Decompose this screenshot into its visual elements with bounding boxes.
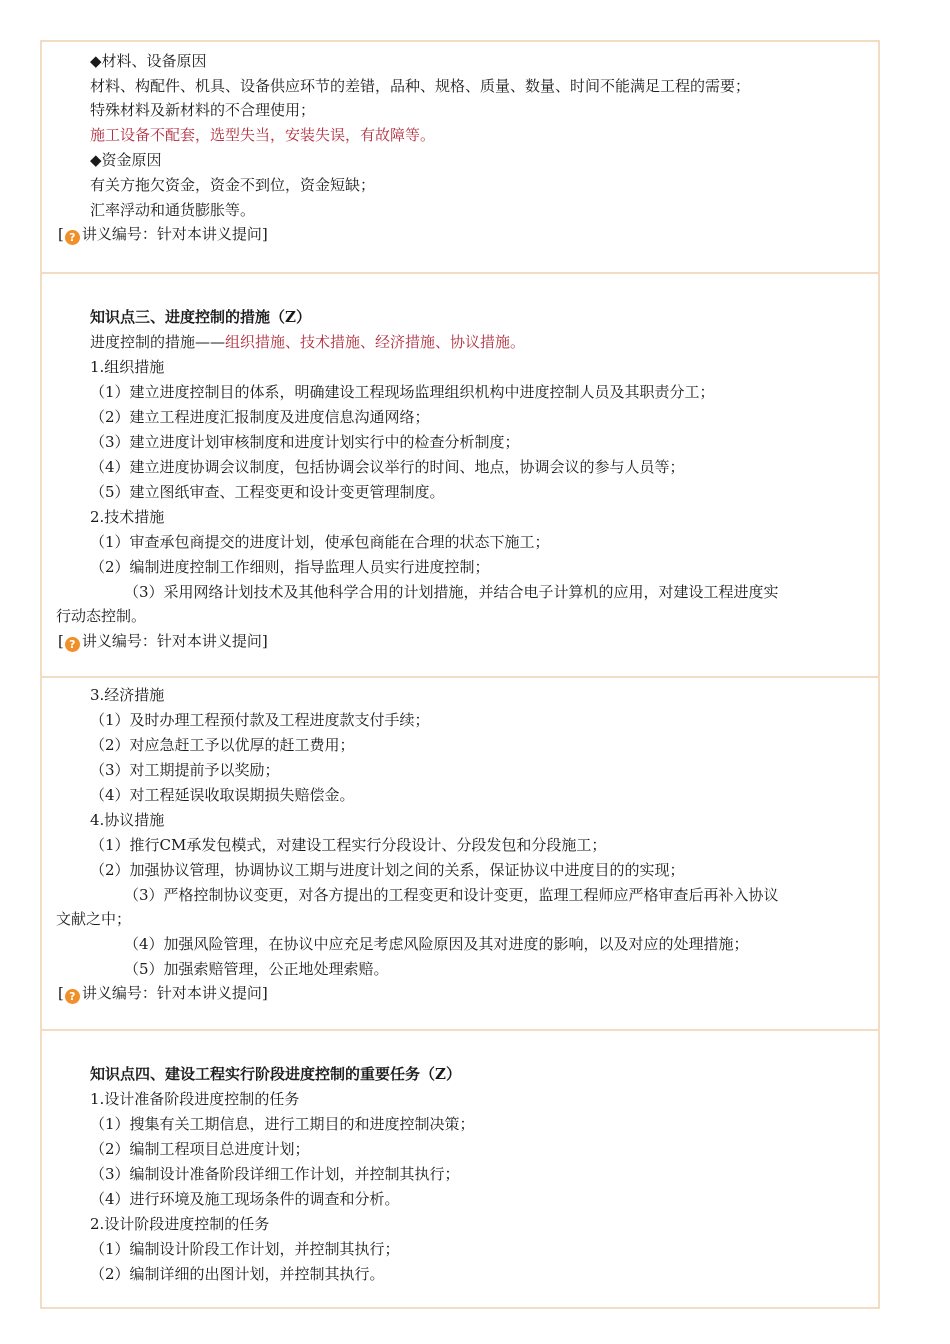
- text-line-content: 1.组织措施: [90, 358, 165, 376]
- text-line-content: （3）建立进度计划审核制度和进度计划实行中的检查分析制度；: [90, 433, 520, 451]
- question-link-label[interactable]: 讲义编号：针对本讲义提问]: [81, 225, 268, 243]
- text-line-content: 知识点四、建设工程实行阶段进度控制的重要任务（Z）: [90, 1065, 461, 1083]
- text-line: [90, 175, 375, 195]
- text-line-content: ◆材料、设备原因: [90, 52, 207, 70]
- text-line-content: 进度控制的措施——: [90, 333, 226, 351]
- text-line: [124, 885, 779, 905]
- text-line: [90, 1114, 475, 1134]
- text-line: [90, 1164, 460, 1184]
- text-line-content: （2）编制进度控制工作细则，指导监理人员实行进度控制；: [90, 558, 490, 576]
- question-link-label[interactable]: 讲义编号：针对本讲义提问]: [81, 984, 268, 1002]
- text-line-content: 有关方拖欠资金，资金不到位，资金短缺；: [90, 176, 376, 194]
- text-line: [90, 785, 355, 805]
- text-line: [90, 1139, 310, 1159]
- text-line: [90, 76, 750, 96]
- question-link-label[interactable]: 讲义编号：针对本讲义提问]: [81, 632, 268, 650]
- text-line-content: 施工设备不配套，选型失当，安装失误，有故障等。: [90, 126, 436, 144]
- text-line: [90, 710, 430, 730]
- text-line-content: （1）及时办理工程预付款及工程进度款支付手续；: [90, 711, 430, 729]
- text-line-content: 1.设计准备阶段进度控制的任务: [90, 1090, 300, 1108]
- bracket-open: [: [58, 225, 64, 243]
- text-line: [90, 760, 280, 780]
- text-line-content: （4）进行环境及施工现场条件的调查和分析。: [90, 1190, 400, 1208]
- section-heading: [90, 1064, 461, 1084]
- text-line: [90, 1189, 400, 1209]
- document-frame: [40, 40, 880, 1309]
- text-line-content: （2）编制工程项目总进度计划；: [90, 1140, 310, 1158]
- text-line-content: 特殊材料及新材料的不合理使用；: [90, 101, 316, 119]
- text-line-content: 知识点三、进度控制的措施（Z）: [90, 308, 311, 326]
- text-line: [90, 457, 685, 477]
- text-line: [90, 1089, 299, 1109]
- text-line-content: 文献之中；: [56, 910, 132, 928]
- text-line: [90, 735, 355, 755]
- text-line: [90, 1264, 385, 1284]
- text-line-content: （3）对工期提前予以奖励；: [90, 761, 280, 779]
- question-link[interactable]: [58, 224, 268, 245]
- text-line-content: （2）加强协议管理，协调协议工期与进度计划之间的关系，保证协议中进度目的的实现；: [90, 861, 685, 879]
- text-line-content: 2.技术措施: [90, 508, 165, 526]
- text-line: [90, 557, 490, 577]
- text-line: [90, 685, 164, 705]
- text-line-content: 3.经济措施: [90, 686, 165, 704]
- text-line-content: （3）编制设计准备阶段详细工作计划，并控制其执行；: [90, 1165, 460, 1183]
- text-line: [90, 860, 685, 880]
- text-line: [124, 582, 779, 602]
- text-line: [90, 125, 435, 145]
- section-heading: [90, 307, 311, 327]
- text-line: [90, 357, 164, 377]
- text-line-content: （4）加强风险管理，在协议中应充足考虑风险原因及其对进度的影响，以及对应的处理措施；: [124, 935, 749, 953]
- text-line-content: （2）编制详细的出图计划，并控制其执行。: [90, 1265, 385, 1283]
- text-line-content: （5）建立图纸审查、工程变更和设计变更管理制度。: [90, 483, 445, 501]
- text-line-content: 行动态控制。: [56, 607, 147, 625]
- text-line: [90, 1214, 269, 1234]
- text-line-content: （4）对工程延误收取误期损失赔偿金。: [90, 786, 355, 804]
- highlighted-text: 组织措施、技术措施、经济措施、协议措施。: [225, 333, 526, 351]
- bracket-open: [: [58, 984, 64, 1002]
- bracket-open: [: [58, 632, 64, 650]
- text-line: [90, 407, 430, 427]
- text-line: [90, 1239, 400, 1259]
- text-line: [90, 482, 445, 502]
- text-line: [90, 835, 606, 855]
- text-line: [90, 332, 525, 352]
- text-line: [124, 934, 749, 954]
- text-line-content: （5）加强索赔管理，公正地处理索赔。: [124, 960, 389, 978]
- text-line-content: （1）审查承包商提交的进度计划，使承包商能在合理的状态下施工；: [90, 533, 550, 551]
- text-line: [90, 51, 207, 71]
- text-line-content: （4）建立进度协调会议制度，包括协调会议举行的时间、地点，协调会议的参与人员等；: [90, 458, 685, 476]
- question-link[interactable]: [58, 631, 268, 652]
- text-line-content: （2）对应急赶工予以优厚的赶工费用；: [90, 736, 355, 754]
- text-line-content: （1）编制设计阶段工作计划，并控制其执行；: [90, 1240, 400, 1258]
- text-line-content: 材料、构配件、机具、设备供应环节的差错，品种、规格、质量、数量、时间不能满足工程的需要；: [90, 77, 751, 95]
- section-knowledge-point-3: [42, 272, 878, 676]
- text-line-content: （1）搜集有关工期信息，进行工期目的和进度控制决策；: [90, 1115, 475, 1133]
- text-line-content: ◆资金原因: [90, 151, 162, 169]
- text-line: [90, 382, 715, 402]
- question-icon[interactable]: ?: [65, 230, 80, 245]
- text-line: [90, 432, 520, 452]
- text-line-content: （1）推行CM承发包模式，对建设工程实行分段设计、分段发包和分段施工；: [90, 836, 607, 854]
- text-line: [56, 909, 131, 929]
- section-economic-contract: [42, 676, 878, 1029]
- text-line-content: （3）严格控制协议变更，对各方提出的工程变更和设计变更，监理工程师应严格审查后再补入协议: [124, 886, 779, 904]
- text-line-content: 2.设计阶段进度控制的任务: [90, 1215, 270, 1233]
- text-line: [90, 532, 550, 552]
- text-line: [124, 959, 389, 979]
- text-line: [90, 100, 315, 120]
- text-line: [90, 150, 162, 170]
- text-line-content: 汇率浮动和通货膨胀等。: [90, 201, 256, 219]
- text-line-content: （2）建立工程进度汇报制度及进度信息沟通网络；: [90, 408, 430, 426]
- text-line-content: （3）采用网络计划技术及其他科学合用的计划措施，并结合电子计算机的应用，对建设工程进度实: [124, 583, 779, 601]
- question-icon[interactable]: ?: [65, 637, 80, 652]
- question-link[interactable]: [58, 983, 268, 1004]
- text-line-content: （1）建立进度控制目的体系，明确建设工程现场监理组织机构中进度控制人员及其职责分工；: [90, 383, 715, 401]
- text-line: [56, 606, 146, 626]
- text-line: [90, 810, 164, 830]
- text-line: [90, 200, 255, 220]
- section-material-funds: [42, 42, 878, 272]
- text-line-content: 4.协议措施: [90, 811, 165, 829]
- section-knowledge-point-4: [42, 1029, 878, 1307]
- question-icon[interactable]: ?: [65, 989, 80, 1004]
- text-line: [90, 507, 164, 527]
